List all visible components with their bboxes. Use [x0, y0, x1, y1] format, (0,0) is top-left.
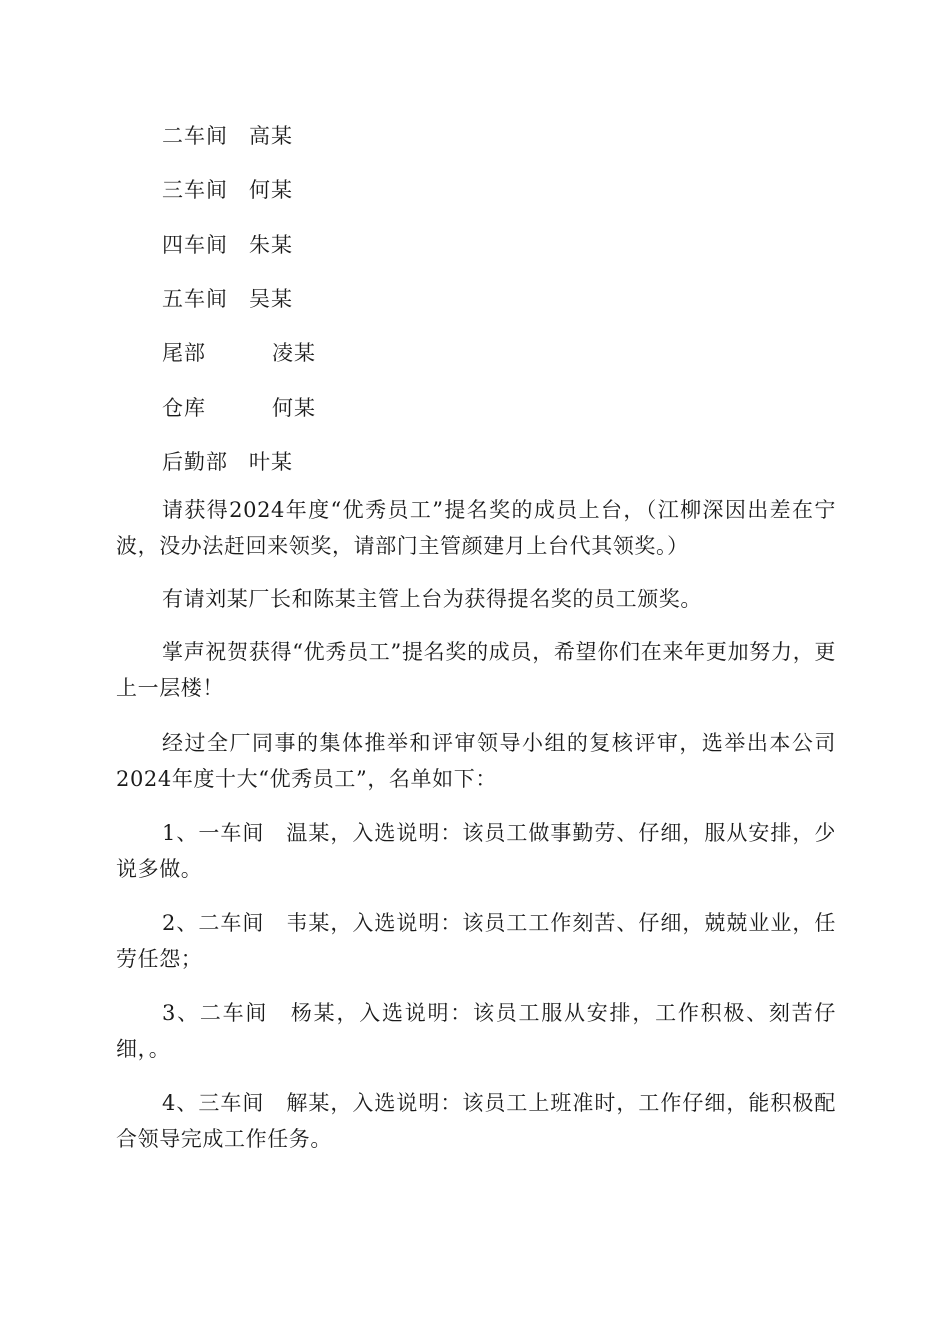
nominee-dept: 四车间 — [162, 232, 228, 257]
nominee-dept: 仓库 — [162, 395, 206, 420]
nominee-line — [116, 325, 836, 379]
invite-nominees-paragraph: 请获得2024年度“优秀员工”提名奖的成员上台，（江柳深因出差在宁波，没办法赶回来领奖，请部门主管颜建月上台代其领奖。） — [116, 498, 836, 559]
nominee-dept: 三车间 — [162, 178, 228, 203]
nominee-dept: 后勤部 — [162, 449, 228, 474]
award-item: 2、二车间 韦某，入选说明：该员工工作刻苦、仔细，兢兢业业，任劳任怨； — [116, 911, 836, 972]
nominee-name: 朱某 — [249, 232, 293, 257]
nominee-line — [116, 217, 836, 271]
nominee-line — [116, 271, 836, 325]
applause-paragraph: 掌声祝贺获得“优秀员工”提名奖的成员，希望你们在来年更加努力，更上一层楼！ — [116, 640, 836, 701]
nominee-name: 凌某 — [272, 341, 316, 366]
nominee-dept: 尾部 — [162, 341, 206, 366]
nominee-line — [116, 434, 836, 488]
nominee-line — [116, 162, 836, 216]
award-item: 4、三车间 解某，入选说明：该员工上班准时，工作仔细，能积极配合领导完成工作任务。 — [116, 1091, 836, 1152]
nominee-line — [116, 379, 836, 433]
nominee-name: 何某 — [249, 178, 293, 203]
nominee-name: 吴某 — [249, 287, 293, 312]
nominee-dept: 二车间 — [162, 124, 228, 149]
top-ten-intro-paragraph: 经过全厂同事的集体推举和评审领导小组的复核评审，选举出本公司2024年度十大“优秀员工”，名单如下： — [116, 731, 836, 792]
award-item: 3、二车间 杨某，入选说明：该员工服从安排，工作积极、刻苦仔细，。 — [116, 1001, 836, 1062]
nominee-name: 何某 — [272, 395, 316, 420]
nominee-dept: 五车间 — [162, 287, 228, 312]
award-item: 1、一车间 温某，入选说明：该员工做事勤劳、仔细，服从安排，少说多做。 — [116, 821, 836, 882]
nominee-name: 叶某 — [249, 449, 293, 474]
document-page — [116, 108, 836, 1157]
nominee-name: 高某 — [249, 124, 293, 149]
invite-presenters-paragraph: 有请刘某厂长和陈某主管上台为获得提名奖的员工颁奖。 — [162, 587, 702, 612]
nominee-line — [116, 108, 836, 162]
